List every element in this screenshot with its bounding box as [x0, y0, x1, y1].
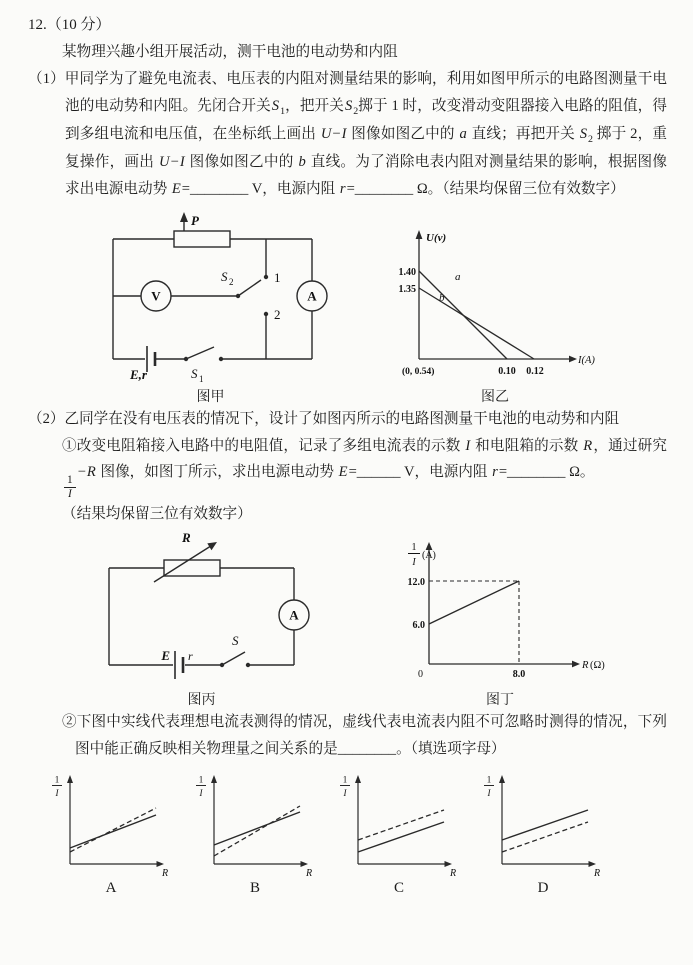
y-frac-num: 1 [486, 774, 492, 785]
x-axis-label: I(A) [578, 354, 595, 366]
option-b-graph [190, 768, 320, 880]
switch-s1-blade [186, 347, 214, 359]
tick-6: 6.0 [412, 619, 425, 631]
ammeter-label: A [307, 288, 317, 304]
contact-2-label: 2 [274, 306, 281, 322]
axes [214, 781, 302, 864]
solid-line [214, 812, 300, 845]
rheostat-arrowhead [207, 542, 217, 550]
option-c-label: C [393, 880, 404, 897]
rheostat-p-label: P [191, 212, 199, 228]
figure-row-2 [84, 530, 667, 709]
axes [429, 548, 574, 664]
resistor-r-label: R [182, 529, 191, 545]
switch-s1-sub: 1 [199, 373, 204, 384]
figure-yi [389, 223, 601, 406]
axis-arrowheads [426, 542, 580, 667]
y-frac-num: 1 [54, 774, 60, 785]
switch-s-blade [222, 652, 245, 665]
part2-sub1-text: ①改变电阻箱接入电路中的电阻值，记录了多组电流表的示数 I 和电阻箱的示数 R，通过研究 $\frac{1}{I}$ −R 图像，如图丁所示，求出电源电动势 E=______ V，电源内阻 r=________ Ω。 [62, 437, 667, 500]
data-line [429, 581, 519, 624]
figure-bing [84, 530, 319, 709]
origin-label: 0 [418, 668, 423, 680]
part1-text: （1）甲同学为了避免电流表、电压表的内阻对测量结果的影响，利用如图甲所示的电路图测量干电池的电动势和内阻。先闭合开关$S_1$，把开关$S_2$掷于 1 时，改变滑动变阻器接入电路的阻值，得到多组电流和电压值，在坐标纸上画出 U−I 图像如图乙中的 a 直线；再把开关 $S_2$ 掷于 2，重复操作，画出 U−I 图像如图乙中的 b 直线。为了消除电表内阻对测量结果的影响，根据图像求出电源电动势 E=________ V，电源内阻 r=________ Ω。（结果均保留三位有效数字） [28, 70, 667, 197]
activity-intro: 某物理兴趣小组开展活动，测干电池的电动势和内阻 [62, 44, 398, 60]
circuit-wires [109, 544, 309, 679]
solid-line [502, 810, 588, 840]
battery-e-label: E [161, 647, 170, 663]
switch-s1-label: S [191, 365, 198, 381]
option-c [334, 768, 464, 897]
tick-135: 1.35 [398, 283, 416, 295]
option-d [478, 768, 608, 897]
x-axis-label-r: R [582, 659, 589, 671]
label-line-b: b [439, 291, 445, 304]
axes [358, 781, 446, 864]
y-frac-den: I [487, 788, 491, 799]
line-b [419, 288, 534, 359]
switch-s2-label: S [221, 268, 228, 284]
y-frac-den: I [55, 788, 59, 799]
graph-yi-svg [389, 223, 601, 385]
switch-s2-sub: 2 [229, 276, 234, 287]
option-d-graph [478, 768, 608, 880]
circuit-dots [180, 212, 268, 361]
circuit-wires [113, 217, 327, 372]
tick-010: 0.10 [498, 365, 516, 377]
tick-140: 1.40 [398, 266, 416, 278]
dashed-line [502, 822, 588, 852]
tick-012: 0.12 [526, 365, 544, 377]
axis-arrowheads [67, 775, 164, 867]
origin-label: (0, 0.54) [402, 366, 435, 377]
y-frac-num: 1 [411, 541, 417, 553]
dashed-line [214, 806, 300, 856]
y-frac-num: 1 [198, 774, 204, 785]
dashed-line [70, 808, 156, 852]
caption-ding: 图丁 [486, 692, 514, 708]
switch-s-label: S [232, 632, 239, 648]
axis-arrowheads [211, 775, 308, 867]
option-a-label: A [105, 880, 117, 897]
axis-arrowheads [355, 775, 452, 867]
option-d-label: D [537, 880, 549, 897]
solid-line [358, 822, 444, 852]
option-a-graph [46, 768, 176, 880]
contact-1-label: 1 [274, 269, 281, 285]
x-axis-label: R [306, 868, 313, 880]
label-line-a: a [455, 270, 461, 283]
solid-line [70, 815, 156, 848]
sig-figs-note: （结果均保留三位有效数字） [62, 505, 252, 522]
tick-12: 12.0 [407, 576, 425, 588]
resistance-box-body [164, 560, 220, 576]
data-lines [419, 271, 534, 359]
option-b-label: B [249, 880, 260, 897]
y-frac-num: 1 [342, 774, 348, 785]
caption-jia: 图甲 [196, 389, 225, 405]
x-axis-label: R [450, 868, 457, 880]
figure-jia [88, 207, 333, 406]
question-number: 12.（10 分） [28, 17, 111, 33]
dashed-guides [429, 581, 519, 664]
axes [70, 781, 158, 864]
x-axis-label: R [594, 868, 601, 880]
dashed-line [358, 810, 444, 840]
caption-bing: 图丙 [187, 692, 216, 708]
rheostat-body [174, 231, 230, 247]
slider-arrowhead [180, 212, 188, 222]
y-unit: (A) [422, 549, 436, 561]
ammeter-label: A [289, 607, 299, 623]
circuit-jia-svg [88, 207, 333, 385]
switch-s2-blade [238, 280, 261, 296]
voltmeter-label: V [151, 288, 161, 304]
circuit-dots [207, 542, 250, 667]
figure-ding [389, 536, 611, 709]
option-b [190, 768, 320, 897]
part2-sub2-text: ②下图中实线代表理想电流表测得的情况，虚线代表电流表内阻不可忽略时测得的情况，下列图中能正确反映相关物理量之间关系的是________。（填选项字母） [62, 713, 667, 757]
battery-er-label: E,r [130, 366, 147, 382]
graph-ding-svg [389, 536, 611, 688]
option-a [46, 768, 176, 897]
options-row [46, 768, 667, 897]
axes [502, 781, 590, 864]
tick-8: 8.0 [512, 668, 526, 680]
caption-yi: 图乙 [481, 389, 509, 405]
figure-row-1 [88, 207, 667, 406]
x-axis-label: R [162, 868, 169, 880]
circuit-bing-svg [84, 530, 319, 688]
y-frac-den: I [199, 788, 203, 799]
axis-arrowheads [499, 775, 596, 867]
y-frac-den: I [412, 556, 416, 568]
y-axis-label: U(v) [426, 231, 447, 244]
battery-r-label: r [188, 648, 193, 663]
part2-intro: （2）乙同学在没有电压表的情况下，设计了如图丙所示的电路图测量干电池的电动势和内阻 [28, 410, 620, 427]
x-axis-label-unit: (Ω) [590, 659, 605, 671]
y-frac-den: I [343, 788, 347, 799]
option-c-graph [334, 768, 464, 880]
